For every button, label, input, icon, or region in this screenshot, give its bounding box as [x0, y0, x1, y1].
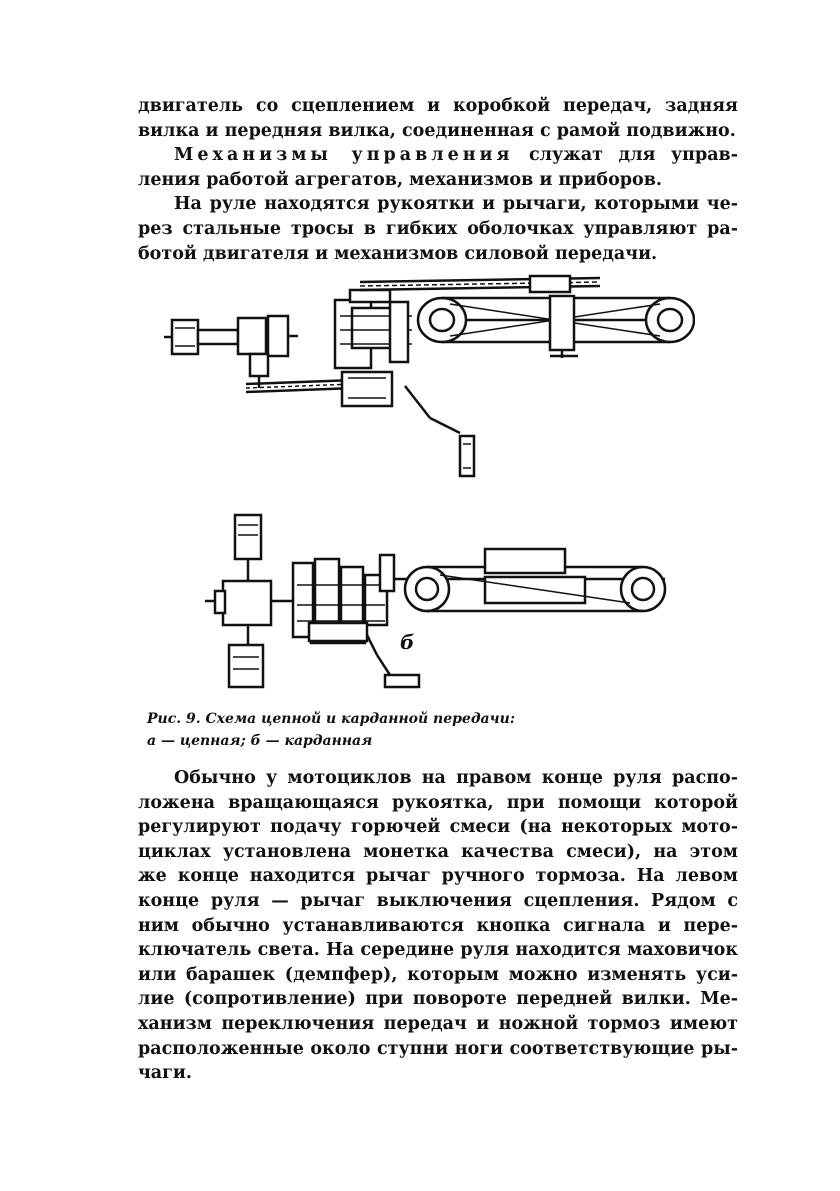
- engine-cylinder: [164, 320, 238, 354]
- text-line: ним обычно устанавливаются кнопка сигнала и пере-: [138, 915, 738, 936]
- figure-caption-legend: а — цепная; б — карданная: [147, 733, 373, 749]
- text-line: Обычно у мотоциклов на правом конце руля распо-: [174, 768, 738, 788]
- top-paragraphs: [138, 94, 738, 266]
- crankshaft-assembly: [238, 316, 298, 388]
- text-line: лие (сопротивление) при повороте передней вилки. Ме-: [138, 989, 738, 1010]
- text-line: ханизм переключения передач и ножной тормоз имеют: [138, 1013, 738, 1034]
- chain-drive-diagram: [150, 268, 695, 490]
- spaced-emphasis: Механизмы управления: [174, 145, 514, 166]
- text-line: или барашек (демпфер), которым можно изменять уси-: [138, 964, 738, 985]
- text-line: двигатель со сцеплением и коробкой передач, задняя: [138, 96, 738, 116]
- text-line: же конце находится рычаг ручного тормоза. На левом: [138, 866, 738, 887]
- text-line: циклах установлена монетка качества смеси), на этом: [138, 841, 738, 862]
- text-continuation: служат для управ-: [513, 145, 738, 166]
- figure-label-b: б: [400, 630, 415, 654]
- text-line: На руле находятся рукоятки и рычаги, которыми че-: [174, 194, 738, 215]
- text-line: ложена вращающаяся рукоятка, при помощи которой: [138, 792, 738, 813]
- boxer-engine: [205, 515, 271, 687]
- text-line: ботой двигателя и механизмов силовой передачи.: [138, 243, 658, 264]
- rear-swingarm: [405, 549, 665, 611]
- text-line: ления работой агрегатов, механизмов и приборов.: [138, 169, 662, 190]
- text-line: вилка и передняя вилка, соединенная с рамой подвижно.: [138, 120, 736, 141]
- text-line: рез стальные тросы в гибких оболочках управляют ра-: [138, 218, 738, 239]
- upper-chain: [360, 276, 600, 292]
- text-line: расположенные около ступни ноги соответствующие ры-: [138, 1038, 738, 1059]
- gearbox: [335, 290, 412, 406]
- lower-chain: [246, 380, 355, 392]
- cardan-drive-diagram: [185, 505, 695, 705]
- text-line: регулируют подачу горючей смеси (на некоторых мото-: [138, 817, 738, 838]
- rear-frame: [418, 296, 694, 358]
- figure-caption: Рис. 9. Схема цепной и карданной передачи:: [147, 711, 515, 727]
- kickstart-pedal: [405, 386, 474, 476]
- bottom-paragraph: [138, 766, 738, 1086]
- text-line: ключатель света. На середине руля находится маховичок: [138, 940, 738, 961]
- text-line-emphasized: [138, 143, 738, 168]
- text-line: чаги.: [138, 1063, 192, 1084]
- text-line: конце руля — рычаг выключения сцепления. Рядом с: [138, 890, 738, 911]
